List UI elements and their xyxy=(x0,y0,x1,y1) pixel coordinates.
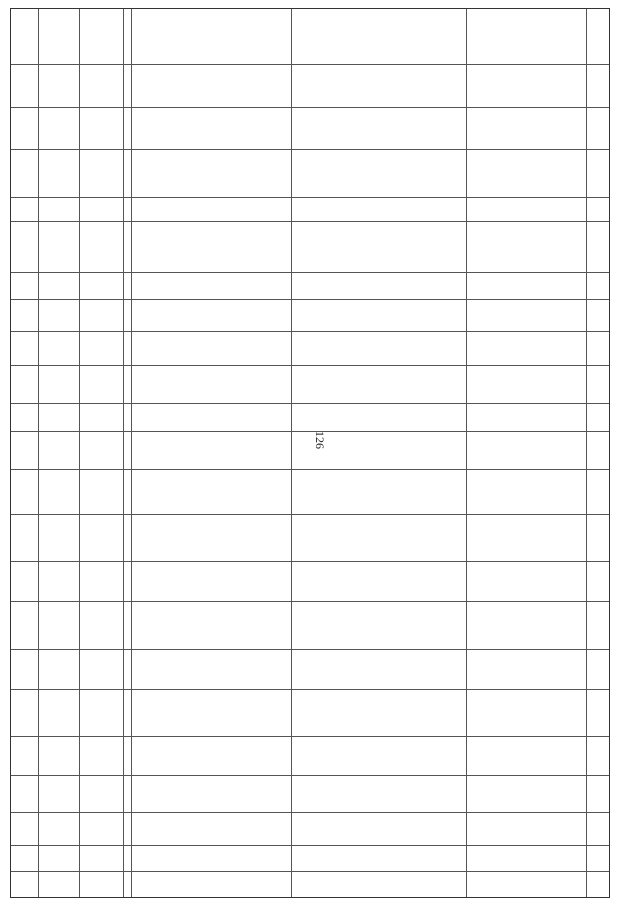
table-column-divider xyxy=(11,403,609,404)
table-column-divider xyxy=(11,64,609,65)
table-row-divider xyxy=(586,9,587,897)
table-row-divider xyxy=(79,9,80,897)
page-number: 126 xyxy=(313,431,327,449)
table-column-divider xyxy=(11,871,609,872)
table-column-divider xyxy=(11,775,609,776)
table-column-divider xyxy=(11,299,609,300)
table-column-divider xyxy=(11,561,609,562)
table-column-divider xyxy=(11,601,609,602)
table-column-divider xyxy=(11,365,609,366)
table-row-divider xyxy=(131,9,132,897)
table-row-divider xyxy=(123,9,124,897)
table-column-divider xyxy=(11,812,609,813)
table-column-divider xyxy=(11,736,609,737)
table-column-divider xyxy=(11,689,609,690)
table-row-divider xyxy=(38,9,39,897)
table-column-divider xyxy=(11,197,609,198)
table-row-divider xyxy=(466,9,467,897)
table-column-divider xyxy=(11,221,609,222)
table-column-divider xyxy=(11,649,609,650)
table-column-divider xyxy=(11,331,609,332)
table-column-divider xyxy=(11,845,609,846)
table-column-divider xyxy=(11,107,609,108)
table-row-divider xyxy=(291,9,292,897)
table-column-divider xyxy=(11,149,609,150)
table-column-divider xyxy=(11,469,609,470)
table-column-divider xyxy=(11,514,609,515)
table-column-divider xyxy=(11,272,609,273)
